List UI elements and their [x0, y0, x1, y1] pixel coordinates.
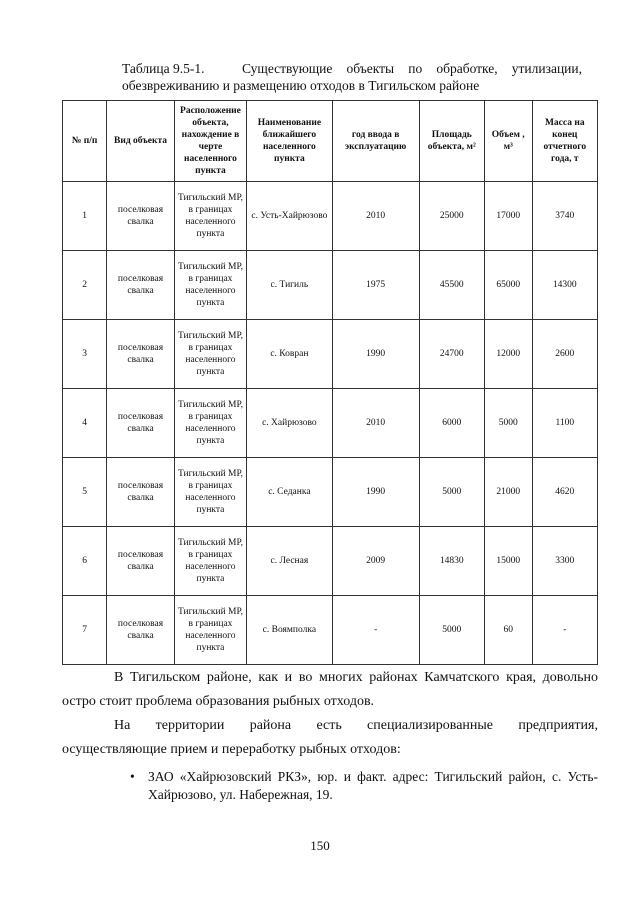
- header-mass: Масса на конец отчетного года, т: [532, 101, 597, 182]
- table-title-line1: Существующие объекты по обработке, утилизации,: [242, 61, 582, 76]
- cell-area: 5000: [419, 458, 484, 527]
- cell-number: 7: [63, 596, 107, 665]
- table-row: [63, 182, 598, 251]
- cell-mass: 14300: [532, 251, 597, 320]
- cell-location: Тигильский МР, в границах населенного пункта: [174, 251, 246, 320]
- cell-object-type: поселковая свалка: [107, 389, 174, 458]
- word: территории: [155, 718, 225, 733]
- cell-object-type: поселковая свалка: [107, 320, 174, 389]
- cell-volume: 60: [484, 596, 532, 665]
- header-location: Расположение объекта, нахождение в черте населенного пункта: [174, 101, 246, 182]
- table-row: [63, 527, 598, 596]
- paragraph-enterprises: [62, 714, 598, 762]
- cell-object-type: поселковая свалка: [107, 182, 174, 251]
- cell-mass: 1100: [532, 389, 597, 458]
- cell-number: 5: [63, 458, 107, 527]
- header-nearest-settlement: Наименование ближайшего населенного пункта: [247, 101, 332, 182]
- header-area: Площадь объекта, м²: [419, 101, 484, 182]
- header-number: № п/п: [63, 101, 107, 182]
- cell-year: 2009: [332, 527, 419, 596]
- cell-nearest-settlement: с. Хайрюзово: [247, 389, 332, 458]
- cell-area: 25000: [419, 182, 484, 251]
- cell-nearest-settlement: с. Седанка: [247, 458, 332, 527]
- table-row: [63, 458, 598, 527]
- cell-year: -: [332, 596, 419, 665]
- cell-number: 4: [63, 389, 107, 458]
- word: района: [249, 718, 292, 733]
- cell-mass: 3300: [532, 527, 597, 596]
- cell-year: 1990: [332, 458, 419, 527]
- page-number: 150: [310, 838, 330, 853]
- cell-volume: 65000: [484, 251, 532, 320]
- cell-location: Тигильский МР, в границах населенного пункта: [174, 320, 246, 389]
- bullet-icon: •: [130, 769, 135, 784]
- cell-location: Тигильский МР, в границах населенного пункта: [174, 527, 246, 596]
- cell-year: 2010: [332, 389, 419, 458]
- cell-area: 6000: [419, 389, 484, 458]
- cell-nearest-settlement: с. Тигиль: [247, 251, 332, 320]
- cell-number: 3: [63, 320, 107, 389]
- cell-object-type: поселковая свалка: [107, 251, 174, 320]
- cell-location: Тигильский МР, в границах населенного пункта: [174, 596, 246, 665]
- cell-area: 24700: [419, 320, 484, 389]
- cell-mass: -: [532, 596, 597, 665]
- table-row: [63, 251, 598, 320]
- table-caption: [122, 60, 582, 94]
- paragraph-enterprises-line1: [62, 714, 598, 738]
- cell-volume: 15000: [484, 527, 532, 596]
- bullet-text: ЗАО «Хайрюзовский РКЗ», юр. и факт. адрес: Тигильский район, с. Усть-Хайрюзово, ул. Набережная, 19.: [148, 769, 598, 802]
- table-row: [63, 389, 598, 458]
- header-volume: Объем , м³: [484, 101, 532, 182]
- cell-volume: 5000: [484, 389, 532, 458]
- header-object-type: Вид объекта: [107, 101, 174, 182]
- cell-location: Тигильский МР, в границах населенного пункта: [174, 458, 246, 527]
- cell-object-type: поселковая свалка: [107, 527, 174, 596]
- bullet-item: [130, 768, 598, 804]
- cell-nearest-settlement: с. Воямполка: [247, 596, 332, 665]
- waste-objects-table: [62, 100, 598, 665]
- cell-area: 14830: [419, 527, 484, 596]
- cell-year: 1990: [332, 320, 419, 389]
- cell-mass: 4620: [532, 458, 597, 527]
- word: специализированные: [367, 718, 494, 733]
- cell-nearest-settlement: с. Усть-Хайрюзово: [247, 182, 332, 251]
- cell-year: 1975: [332, 251, 419, 320]
- cell-nearest-settlement: с. Ковран: [247, 320, 332, 389]
- cell-volume: 21000: [484, 458, 532, 527]
- header-year: год ввода в эксплуатацию: [332, 101, 419, 182]
- cell-mass: 2600: [532, 320, 597, 389]
- cell-number: 2: [63, 251, 107, 320]
- table-row: [63, 320, 598, 389]
- cell-mass: 3740: [532, 182, 597, 251]
- paragraph-enterprises-line2: осуществляющие прием и переработку рыбных отходов:: [62, 742, 401, 757]
- cell-volume: 17000: [484, 182, 532, 251]
- cell-area: 45500: [419, 251, 484, 320]
- paragraph-fish-waste: В Тигильском районе, как и во многих районах Камчатского края, довольно остро стоит проблема образования рыбных отходов.: [62, 670, 598, 709]
- cell-year: 2010: [332, 182, 419, 251]
- table-header-row: [63, 101, 598, 182]
- cell-location: Тигильский МР, в границах населенного пункта: [174, 389, 246, 458]
- cell-area: 5000: [419, 596, 484, 665]
- table-number: Таблица 9.5-1.: [122, 61, 205, 76]
- word: есть: [316, 718, 342, 733]
- table-title-line2: обезвреживанию и размещению отходов в Тигильском районе: [122, 78, 480, 93]
- cell-location: Тигильский МР, в границах населенного пункта: [174, 182, 246, 251]
- cell-volume: 12000: [484, 320, 532, 389]
- cell-object-type: поселковая свалка: [107, 458, 174, 527]
- cell-number: 6: [63, 527, 107, 596]
- cell-nearest-settlement: с. Лесная: [247, 527, 332, 596]
- cell-number: 1: [63, 182, 107, 251]
- word: предприятия,: [518, 718, 598, 733]
- table-row: [63, 596, 598, 665]
- cell-object-type: поселковая свалка: [107, 596, 174, 665]
- word: На: [114, 718, 131, 733]
